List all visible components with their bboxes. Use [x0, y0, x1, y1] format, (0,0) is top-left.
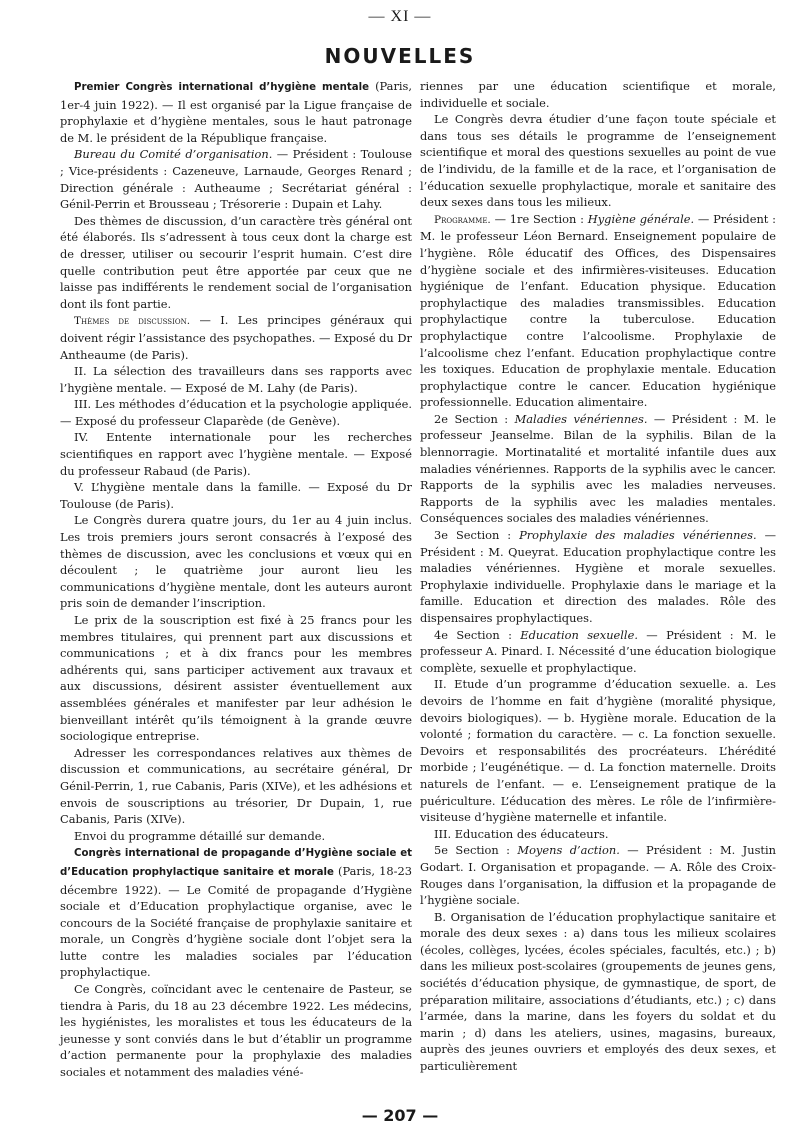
- paragraph-theme-3: III. Les méthodes d’éducation et la psychologie appliquée. — Exposé du professeur Claparède (de Genève).: [60, 397, 412, 428]
- paragraph-bureau: [60, 146, 412, 212]
- paragraph-section-1: [420, 211, 776, 411]
- paragraph-text: — Président : M. le professeur Jeanselme. Bilan de la syphilis. Bilan de la blennorragie. Mortinatalité et mortalité infantile dues aux maladies vénériennes. Rapports de la syphilis avec le cancer. Rapports de la syphilis avec les maladies nerveuses. Rapports de la syphilis avec les maladies mentales. Conséquences sociales des maladies vénériennes.: [420, 411, 776, 526]
- section-title: Prophylaxie des maladies vénériennes.: [519, 528, 757, 543]
- right-column: [420, 78, 776, 1075]
- paragraph-text: (Paris, 1er-4 juin 1922). — Il est organisé par la Ligue française de prophylaxie et d’hygiène mentales, sous le haut patronage de M. le président de la République française.: [60, 79, 413, 145]
- paragraph-lead: 4e Section :: [434, 627, 521, 642]
- paragraph-organisation: B. Organisation de l’éducation prophylactique sanitaire et morale des deux sexes : a) dans tous les milieux scolaires (écoles, collèges, lycées, écoles spéciales, facultés, etc.) ; b) dans les milieux post-scolaires (groupements de jeunes gens, sociétés d’éducation physique, de gymnastique, de sport, de préparation militaire, associations d’étudiants, etc.) ; c) dans l’armée, dans la marine, dans les foyers du soldat et du marin ; d) dans les ateliers, usines, magasins, bureaux, auprès des jeunes ouvriers et employés des deux sexes, et particulièrement: [420, 909, 776, 1074]
- paragraph-text: (Paris, 18-23 décembre 1922). — Le Comité de propagande d’Hygiène sociale et d’Education prophylactique organise, avec le concours de la Société française de prophylaxie sanitaire et morale, un Congrès d’hygiène sociale dont l’objet sera la lutte contre les maladies sociales par l’éducation prophylactique.: [60, 863, 412, 980]
- section-title: Maladies vénériennes.: [514, 411, 648, 426]
- page-title: NOUVELLES: [324, 44, 476, 68]
- paragraph-text: — Président : M. Queyrat. Education prophylactique contre les maladies vénériennes. Hygiène et morale sexuelles. Prophylaxie individuelle. Prophylaxie dans le mariage et la famille. Education et direction des malades. Rôle des dispensaires prophylactiques.: [420, 528, 776, 625]
- paragraph-text: — Président : Toulouse ; Vice-présidents : Cazeneuve, Larnaude, Georges Renard ; Direction générale : Autheaume ; Secrétariat général : Génil-Perrin et Brousseau ; Trésorerie : Dupain et Lahy.: [60, 147, 412, 212]
- page-section-number: — XI —: [368, 8, 432, 25]
- paragraph-section-3: [420, 527, 776, 627]
- paragraph-section-4: [420, 627, 776, 677]
- paragraph-section-5: [420, 842, 776, 908]
- paragraph-theme-2: II. La sélection des travailleurs dans ses rapports avec l’hygiène mentale. — Exposé de M. Lahy (de Paris).: [60, 364, 412, 395]
- paragraph-educators: III. Education des éducateurs.: [434, 826, 609, 841]
- paragraph-section-2: [420, 411, 776, 527]
- paragraph-lead: Bureau du Comité d’organisation.: [74, 147, 273, 162]
- paragraph-themes-intro: Des thèmes de discussion, d’un caractère très général ont été élaborés. Ils s’adressent à tous ceux dont la charge est de dresser, utiliser ou secourir l’esprit humain. C’est dire quelle contribution peut être apportée par ceux que ne laisse pas indifférents le rendement social de l’organisation dont ils font partie.: [60, 213, 412, 311]
- paragraph-program-request: Envoi du programme détaillé sur demande.: [74, 828, 326, 843]
- paragraph-text: — Président : M. le professeur Léon Bernard. Enseignement populaire de l’hygiène. Rôle éducatif des Offices, des Dispensaires d’hygiène sociale et des infirmières-visiteuses. Education hygiénique de l’enfant. Education physique. Education prophylactique des maladies transmissibles. Education prophylactique contre la tuberculose. Education prophylactique contre l’alcoolisme. Prophylaxie de l’alcoolisme chez l’enfant. Education prophylactique contre les toxiques. Education de prophylaxie mentale. Education prophylactique contre le cancer. Education hygiénique professionnelle. Education alimentaire.: [420, 211, 776, 410]
- left-column: [60, 78, 412, 1081]
- paragraph-text: — 1re Section :: [490, 211, 588, 226]
- article-heading: Premier Congrès international d’hygiène mentale: [74, 82, 369, 93]
- paragraph-congress-study: Le Congrès devra étudier d’une façon toute spéciale et dans tous ses détails le programme de l’enseignement scientifique et moral des questions sexuelles au point de vue de l’individu, de la famille et de la race, et l’organisation de l’éducation sexuelle prophylactique, morale et sanitaire des deux sexes dans tous les milieux.: [420, 112, 776, 210]
- paragraph-text: — I. Les principes généraux qui doivent régir l’assistance des psychopathes. — Exposé du Dr Antheaume (de Paris).: [60, 313, 412, 362]
- paragraph-lead: 2e Section :: [434, 411, 515, 426]
- paragraph-lead: Programme.: [434, 213, 491, 226]
- paragraph-congres-hygiene-sociale: [60, 844, 412, 981]
- paragraph-duration: Le Congrès durera quatre jours, du 1er au 4 juin inclus. Les trois premiers jours seront consacrés à l’exposé des thèmes de discussion, avec les conclusions et vœux qui en découlent ; le quatrième jour auront lieu les communications d’hygiène mentale, dont les auteurs auront pris soin de demander l’inscription.: [60, 513, 412, 611]
- paragraph-pasteur: Ce Congrès, coïncidant avec le centenaire de Pasteur, se tiendra à Paris, du 18 au 23 décembre 1922. Les médecins, les hygiénistes, les moralistes et tous les éducateurs de la jeunesse y sont conviés dans le but d’établir un programme d’action permanente pour la prophylaxie des maladies sociales et notamment des maladies véné-: [60, 982, 412, 1080]
- paragraph-theme-5: V. L’hygiène mentale dans la famille. — Exposé du Dr Toulouse (de Paris).: [60, 480, 412, 511]
- paragraph-lead: 5e Section :: [434, 843, 518, 858]
- page-number: — 207 —: [361, 1106, 439, 1125]
- section-title: Hygiène générale.: [587, 211, 695, 226]
- section-title: Education sexuelle.: [520, 627, 638, 642]
- paragraph-program-sexual-education: II. Etude d’un programme d’éducation sexuelle. a. Les devoirs de l’homme en fait d’hygiène (moralité physique, devoirs biologiques). — b. Hygiène morale. Education de la volonté ; formation du caractère. — c. La fonction sexuelle. Devoirs et responsabilités des procréateurs. L’hérédité morbide ; l’eugénétique. — d. La fonction maternelle. Droits naturels de l’enfant. — e. L’enseignement pratique de la puériculture. L’éducation des mères. Le rôle de l’infirmière-visiteuse d’hygiène maternelle et infantile.: [420, 677, 776, 825]
- paragraph-text: — Président : M. le professeur A. Pinard. I. Nécessité d’une éducation biologique complète, sexuelle et prophylactique.: [420, 627, 776, 675]
- article-heading: Congrès international de propagande d’Hygiène sociale et d’Education prophylactique sanitaire et morale: [60, 848, 412, 878]
- section-title: Moyens d’action.: [517, 843, 620, 858]
- paragraph-lead: Thèmes de discussion.: [74, 315, 191, 328]
- paragraph-congres-hygiene-mentale: [60, 78, 412, 146]
- paragraph-correspondence: Adresser les correspondances relatives aux thèmes de discussion et communications, au secrétaire général, Dr Génil-Perrin, 1, rue Cabanis, Paris (XIVe), et les adhésions et envois de souscriptions au trésorier, Dr Dupain, 1, rue Cabanis, Paris (XIVe).: [60, 745, 412, 827]
- paragraph-theme-4: IV. Entente internationale pour les recherches scientifiques en rapport avec l’hygiène mentale. — Exposé du professeur Rabaud (de Paris).: [60, 430, 412, 478]
- paragraph-lead: 3e Section :: [434, 528, 520, 543]
- paragraph-themes-list: [60, 312, 412, 363]
- paragraph-continuation: riennes par une éducation scientifique et morale, individuelle et sociale.: [420, 79, 776, 110]
- paragraph-text: — Président : M. Justin Godart. I. Organisation et propagande. — A. Rôle des Croix-Rouges dans l’organisation, la diffusion et la propagande de l’hygiène sociale.: [420, 843, 776, 908]
- paragraph-subscription: Le prix de la souscription est fixé à 25 francs pour les membres titulaires, qui prennent part aux discussions et communications ; et à dix francs pour les membres adhérents qui, sans participer activement aux travaux et aux discussions, désirent assister éventuellement aux assemblées générales et manifester par leur adhésion le bienveillant intérêt qu’ils témoignent à la grande œuvre sociologique entreprise.: [60, 613, 412, 744]
